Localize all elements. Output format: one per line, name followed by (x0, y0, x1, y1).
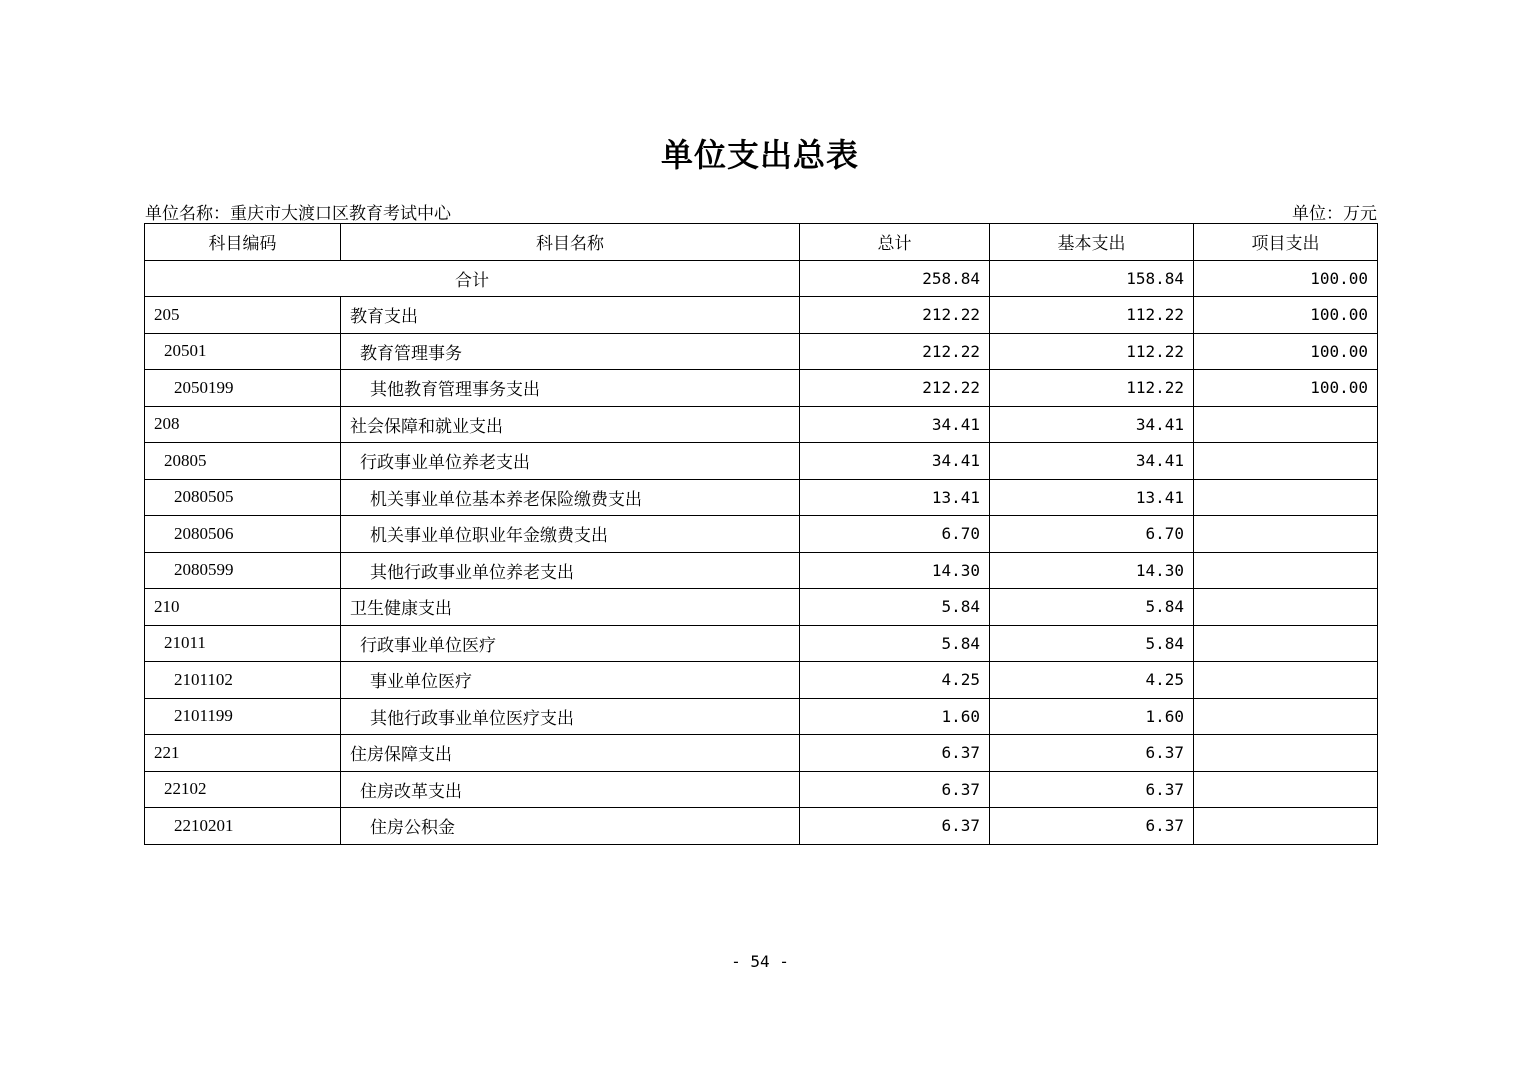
row-project (1194, 443, 1378, 480)
row-project (1194, 589, 1378, 626)
row-total: 6.70 (800, 516, 990, 553)
table-row (145, 516, 1378, 553)
row-code: 2080599 (145, 552, 341, 589)
table-row (145, 735, 1378, 772)
row-total: 6.37 (800, 771, 990, 808)
total-row-total: 258.84 (800, 260, 990, 297)
row-basic: 6.37 (990, 808, 1194, 845)
row-code: 2101199 (145, 698, 341, 735)
row-basic: 6.70 (990, 516, 1194, 553)
row-project (1194, 516, 1378, 553)
total-row-basic: 158.84 (990, 260, 1194, 297)
row-name: 机关事业单位职业年金缴费支出 (341, 516, 800, 553)
currency-unit-label: 单位：万元 (1292, 204, 1377, 224)
row-project (1194, 735, 1378, 772)
row-basic: 13.41 (990, 479, 1194, 516)
table-row (145, 297, 1378, 334)
expenditure-table (144, 223, 1378, 845)
row-total: 5.84 (800, 589, 990, 626)
row-total: 212.22 (800, 297, 990, 334)
row-basic: 112.22 (990, 333, 1194, 370)
row-project (1194, 698, 1378, 735)
row-name: 卫生健康支出 (341, 589, 800, 626)
table-row (145, 406, 1378, 443)
row-name: 事业单位医疗 (341, 662, 800, 699)
row-code: 208 (145, 406, 341, 443)
row-project (1194, 552, 1378, 589)
row-name: 其他行政事业单位医疗支出 (341, 698, 800, 735)
header-code: 科目编码 (145, 224, 341, 261)
row-basic: 1.60 (990, 698, 1194, 735)
row-code: 205 (145, 297, 341, 334)
row-name: 社会保障和就业支出 (341, 406, 800, 443)
table-row (145, 625, 1378, 662)
row-basic: 34.41 (990, 406, 1194, 443)
row-total: 6.37 (800, 808, 990, 845)
row-name: 行政事业单位养老支出 (341, 443, 800, 480)
row-code: 22102 (145, 771, 341, 808)
table-row (145, 698, 1378, 735)
table-row (145, 808, 1378, 845)
unit-name-label: 单位名称：重庆市大渡口区教育考试中心 (145, 204, 451, 224)
table-row (145, 552, 1378, 589)
table-row (145, 443, 1378, 480)
row-code: 21011 (145, 625, 341, 662)
row-total: 34.41 (800, 406, 990, 443)
row-basic: 4.25 (990, 662, 1194, 699)
row-code: 20805 (145, 443, 341, 480)
row-basic: 112.22 (990, 297, 1194, 334)
row-total: 212.22 (800, 370, 990, 407)
row-code: 2080505 (145, 479, 341, 516)
row-total: 14.30 (800, 552, 990, 589)
total-row (145, 260, 1378, 297)
header-total: 总计 (800, 224, 990, 261)
row-project (1194, 406, 1378, 443)
row-code: 2050199 (145, 370, 341, 407)
row-basic: 5.84 (990, 625, 1194, 662)
table-row (145, 589, 1378, 626)
row-project (1194, 479, 1378, 516)
row-name: 教育管理事务 (341, 333, 800, 370)
row-code: 210 (145, 589, 341, 626)
row-code: 20501 (145, 333, 341, 370)
row-basic: 5.84 (990, 589, 1194, 626)
table-header-row (145, 224, 1378, 261)
row-name: 住房改革支出 (341, 771, 800, 808)
row-project: 100.00 (1194, 333, 1378, 370)
row-name: 其他行政事业单位养老支出 (341, 552, 800, 589)
row-name: 教育支出 (341, 297, 800, 334)
page-title: 单位支出总表 (660, 136, 859, 174)
row-name: 住房保障支出 (341, 735, 800, 772)
row-project (1194, 662, 1378, 699)
row-total: 5.84 (800, 625, 990, 662)
row-total: 4.25 (800, 662, 990, 699)
row-name: 行政事业单位医疗 (341, 625, 800, 662)
row-project (1194, 808, 1378, 845)
row-basic: 14.30 (990, 552, 1194, 589)
table-row (145, 370, 1378, 407)
row-code: 2210201 (145, 808, 341, 845)
row-name: 住房公积金 (341, 808, 800, 845)
row-basic: 112.22 (990, 370, 1194, 407)
header-name: 科目名称 (341, 224, 800, 261)
table-row (145, 333, 1378, 370)
row-total: 212.22 (800, 333, 990, 370)
row-project (1194, 625, 1378, 662)
table-row (145, 771, 1378, 808)
header-project: 项目支出 (1194, 224, 1378, 261)
page-number: - 54 - (731, 952, 789, 971)
row-basic: 6.37 (990, 735, 1194, 772)
row-name: 其他教育管理事务支出 (341, 370, 800, 407)
table-body (145, 260, 1378, 844)
table-row (145, 662, 1378, 699)
row-basic: 34.41 (990, 443, 1194, 480)
row-name: 机关事业单位基本养老保险缴费支出 (341, 479, 800, 516)
header-basic: 基本支出 (990, 224, 1194, 261)
total-row-label: 合计 (145, 260, 800, 297)
table-meta (145, 199, 1377, 223)
row-project: 100.00 (1194, 370, 1378, 407)
table-row (145, 479, 1378, 516)
total-row-project: 100.00 (1194, 260, 1378, 297)
row-code: 2101102 (145, 662, 341, 699)
row-project (1194, 771, 1378, 808)
row-basic: 6.37 (990, 771, 1194, 808)
row-project: 100.00 (1194, 297, 1378, 334)
row-total: 13.41 (800, 479, 990, 516)
row-total: 6.37 (800, 735, 990, 772)
row-total: 1.60 (800, 698, 990, 735)
row-code: 221 (145, 735, 341, 772)
row-total: 34.41 (800, 443, 990, 480)
row-code: 2080506 (145, 516, 341, 553)
